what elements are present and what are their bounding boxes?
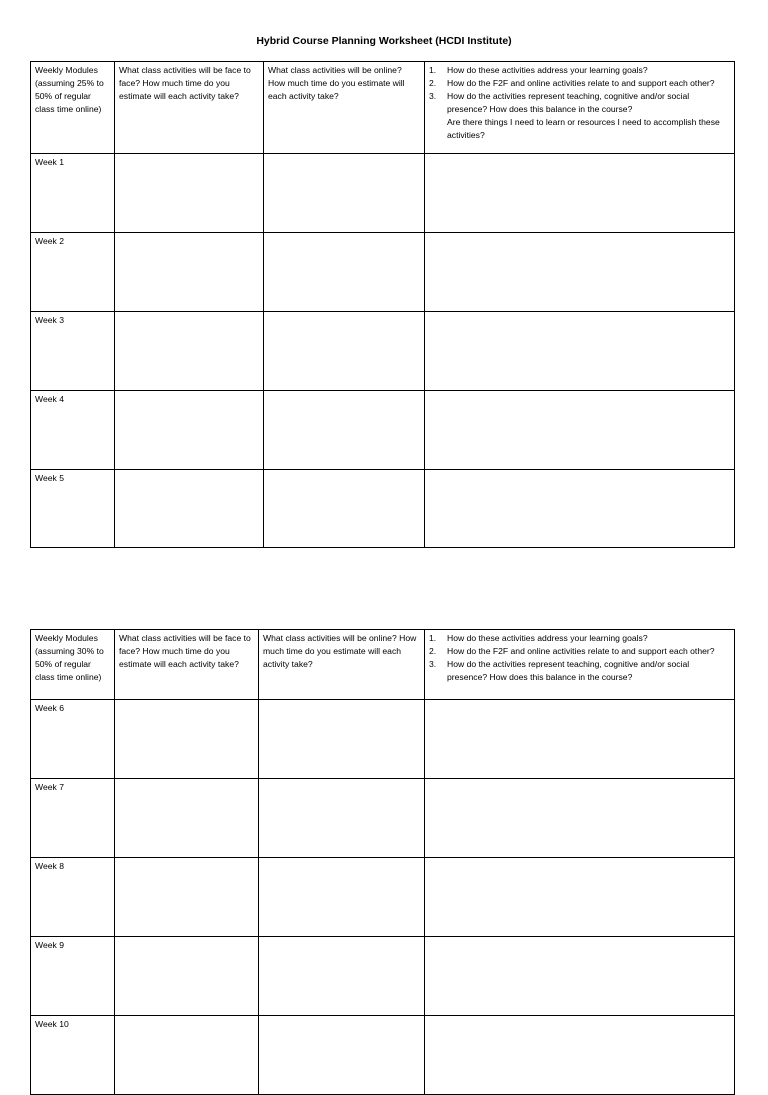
online-entry-cell[interactable] — [264, 154, 425, 233]
reflection-entry-cell[interactable] — [425, 700, 735, 779]
header-reflection-questions — [425, 630, 735, 700]
reflection-entry-cell[interactable] — [425, 858, 735, 937]
question-text: How do these activities address your learning goals? — [447, 633, 648, 643]
week-label: Week 9 — [31, 937, 115, 1016]
table-row — [31, 937, 735, 1016]
online-entry-cell[interactable] — [264, 233, 425, 312]
week-label: Week 8 — [31, 858, 115, 937]
reflection-entry-cell[interactable] — [425, 779, 735, 858]
week-label: Week 4 — [31, 391, 115, 470]
table-row — [31, 233, 735, 312]
online-entry-cell[interactable] — [264, 470, 425, 548]
f2f-entry-cell[interactable] — [115, 233, 264, 312]
header-online: What class activities will be online? How much time do you estimate will each activity take? — [259, 630, 425, 700]
header-row — [31, 630, 735, 700]
online-entry-cell[interactable] — [264, 391, 425, 470]
worksheet-title: Hybrid Course Planning Worksheet (HCDI Institute) — [256, 35, 512, 47]
question-number: 1. — [429, 65, 437, 75]
resources-question: Are there things I need to learn or resources I need to accomplish these activities? — [447, 117, 720, 140]
question-text: How do the activities represent teaching, cognitive and/or social presence? How does this balance in the course? — [447, 659, 690, 682]
online-entry-cell[interactable] — [259, 1016, 425, 1095]
table-row — [31, 858, 735, 937]
f2f-entry-cell[interactable] — [115, 312, 264, 391]
week-label: Week 10 — [31, 1016, 115, 1095]
question-number: 2. — [429, 78, 437, 88]
header-row — [31, 62, 735, 154]
week-label: Week 3 — [31, 312, 115, 391]
reflection-entry-cell[interactable] — [425, 154, 735, 233]
f2f-entry-cell[interactable] — [115, 779, 259, 858]
question-list — [429, 64, 730, 116]
header-face-to-face: What class activities will be face to face? How much time do you estimate will each activity take? — [115, 62, 264, 154]
online-entry-cell[interactable] — [259, 937, 425, 1016]
question-item — [429, 64, 730, 77]
reflection-entry-cell[interactable] — [425, 233, 735, 312]
week-label: Week 7 — [31, 779, 115, 858]
question-list — [429, 632, 730, 684]
f2f-entry-cell[interactable] — [115, 154, 264, 233]
reflection-entry-cell[interactable] — [425, 312, 735, 391]
f2f-entry-cell[interactable] — [115, 700, 259, 779]
week-label: Week 6 — [31, 700, 115, 779]
question-text: How do the F2F and online activities relate to and support each other? — [447, 646, 715, 656]
reflection-entry-cell[interactable] — [425, 391, 735, 470]
week-label: Week 5 — [31, 470, 115, 548]
header-reflection-questions — [425, 62, 735, 154]
question-number: 3. — [429, 659, 437, 669]
table-row — [31, 779, 735, 858]
table-row — [31, 1016, 735, 1095]
question-text: How do the F2F and online activities relate to and support each other? — [447, 78, 715, 88]
f2f-entry-cell[interactable] — [115, 391, 264, 470]
header-weekly-modules: Weekly Modules (assuming 30% to 50% of regular class time online) — [31, 630, 115, 700]
table-row — [31, 470, 735, 548]
week-label: Week 2 — [31, 233, 115, 312]
reflection-entry-cell[interactable] — [425, 470, 735, 548]
online-entry-cell[interactable] — [259, 779, 425, 858]
question-item — [429, 90, 730, 116]
f2f-entry-cell[interactable] — [115, 858, 259, 937]
online-entry-cell[interactable] — [264, 312, 425, 391]
table-row — [31, 154, 735, 233]
table-row — [31, 700, 735, 779]
planning-table-1 — [30, 61, 735, 548]
table-row — [31, 312, 735, 391]
online-entry-cell[interactable] — [259, 700, 425, 779]
header-online: What class activities will be online? How much time do you estimate will each activity take? — [264, 62, 425, 154]
header-face-to-face: What class activities will be face to face? How much time do you estimate will each activity take? — [115, 630, 259, 700]
question-text: How do the activities represent teaching, cognitive and/or social presence? How does this balance in the course? — [447, 91, 690, 114]
reflection-entry-cell[interactable] — [425, 1016, 735, 1095]
question-number: 2. — [429, 646, 437, 656]
question-item — [429, 645, 730, 658]
question-item — [429, 77, 730, 90]
header-weekly-modules: Weekly Modules (assuming 25% to 50% of regular class time online) — [31, 62, 115, 154]
table-row — [31, 391, 735, 470]
question-number: 1. — [429, 633, 437, 643]
question-item — [429, 632, 730, 645]
planning-table-2 — [30, 629, 735, 1095]
f2f-entry-cell[interactable] — [115, 937, 259, 1016]
reflection-entry-cell[interactable] — [425, 937, 735, 1016]
week-label: Week 1 — [31, 154, 115, 233]
f2f-entry-cell[interactable] — [115, 470, 264, 548]
question-item — [429, 658, 730, 684]
question-number: 3. — [429, 91, 437, 101]
online-entry-cell[interactable] — [259, 858, 425, 937]
f2f-entry-cell[interactable] — [115, 1016, 259, 1095]
question-text: How do these activities address your learning goals? — [447, 65, 648, 75]
